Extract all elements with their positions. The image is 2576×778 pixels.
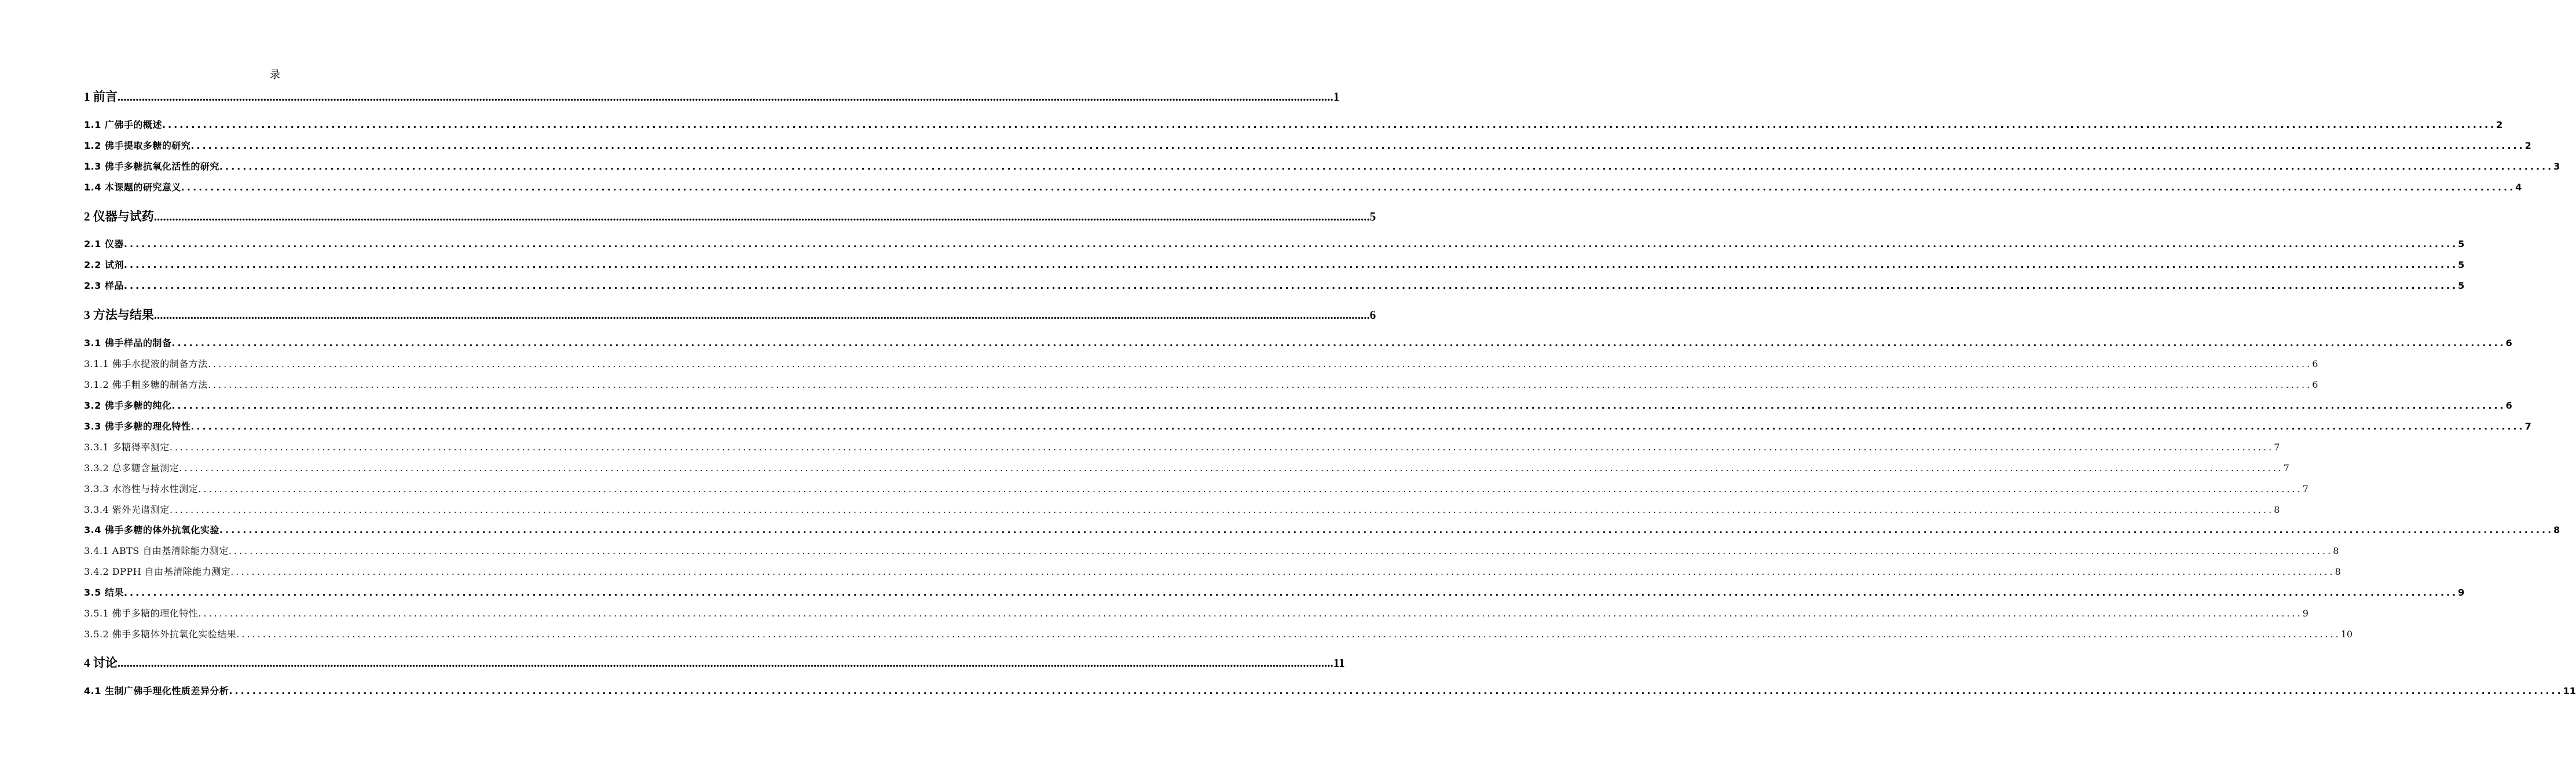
- toc-entry[interactable]: [84, 379, 2318, 391]
- toc-entry[interactable]: [84, 628, 2353, 641]
- toc-entry-page-number: 4: [2515, 182, 2522, 193]
- dot-leader: ................................................................................................................................................................................................................................................................................................................................................................................................................: [169, 504, 2274, 515]
- toc-entry[interactable]: [84, 566, 2341, 578]
- toc-entry-page-number: 7: [2274, 442, 2280, 453]
- toc-entry[interactable]: [84, 462, 2289, 475]
- toc-entry-title: 3.1.1 佛手水提液的制备方法: [84, 358, 208, 369]
- toc-entry-page-number: 6: [2505, 400, 2512, 411]
- dot-leader: ................................................................................................................................................................................................................................................................................................................................................................................................................: [198, 483, 2303, 494]
- toc-entry[interactable]: [84, 399, 2512, 412]
- toc-entry[interactable]: [84, 607, 2308, 620]
- toc-entry-page-number: 7: [2302, 483, 2308, 494]
- dot-leader: ................................................................................................................................................................................................................................................................................................................................................................................................................: [228, 545, 2333, 556]
- dot-leader: ................................................................................................................................................................................................................................................................................................................................................................................................................: [117, 90, 1333, 104]
- toc-entry-page-number: 8: [2274, 504, 2280, 515]
- toc-entry-page-number: 11: [1333, 656, 1345, 670]
- toc-entry-page-number: 2: [2524, 140, 2531, 151]
- toc-entry[interactable]: [84, 685, 2576, 698]
- dot-leader: ................................................................................................................................................................................................................................................................................................................................................................................................................: [123, 280, 2458, 291]
- toc-entry[interactable]: [84, 238, 2465, 251]
- toc-entry-title: 2.1 仪器: [84, 238, 124, 249]
- toc-entry[interactable]: [84, 280, 2465, 292]
- toc-entry-title: 3.3.3 水溶性与持水性测定: [84, 483, 199, 494]
- toc-entry[interactable]: [84, 586, 2465, 599]
- toc-entry[interactable]: [84, 545, 2339, 557]
- toc-entry-title: 3.4.1 ABTS 自由基清除能力测定: [84, 545, 229, 556]
- toc-entry[interactable]: [84, 140, 2531, 152]
- toc-entry-title: 1.2 佛手提取多糖的研究: [84, 140, 191, 151]
- toc-entry-page-number: 5: [2458, 259, 2465, 270]
- toc-entry[interactable]: [84, 160, 2560, 173]
- toc-entry-title: 3.4.2 DPPH 自由基清除能力测定: [84, 566, 231, 577]
- toc-entry[interactable]: [84, 655, 1345, 670]
- toc-entry[interactable]: [84, 89, 1340, 104]
- dot-leader: ................................................................................................................................................................................................................................................................................................................................................................................................................: [198, 608, 2303, 619]
- page-title: 录: [270, 69, 280, 81]
- dot-leader: ................................................................................................................................................................................................................................................................................................................................................................................................................: [123, 587, 2458, 598]
- toc-entry-page-number: 11: [2563, 685, 2576, 696]
- toc-entry-page-number: 9: [2302, 608, 2308, 619]
- toc-entry-title: 2.3 样品: [84, 280, 124, 291]
- toc-entry-page-number: 9: [2458, 587, 2465, 598]
- toc-entry-title: 1.3 佛手多糖抗氧化活性的研究: [84, 161, 219, 172]
- toc-entry[interactable]: [84, 504, 2280, 516]
- dot-leader: ................................................................................................................................................................................................................................................................................................................................................................................................................: [219, 524, 2554, 535]
- toc-entry-title: 1.1 广佛手的概述: [84, 119, 162, 130]
- toc-entry[interactable]: [84, 119, 2503, 131]
- dot-leader: ................................................................................................................................................................................................................................................................................................................................................................................................................: [219, 161, 2554, 172]
- toc-entry[interactable]: [84, 307, 1376, 322]
- toc-entry-title: 3.5.1 佛手多糖的理化特性: [84, 608, 199, 619]
- dot-leader: ................................................................................................................................................................................................................................................................................................................................................................................................................: [162, 119, 2497, 130]
- toc-entry[interactable]: [84, 181, 2522, 194]
- toc-entry-page-number: 6: [1369, 308, 1376, 322]
- toc-entry-page-number: 10: [2340, 629, 2353, 640]
- toc-entry-page-number: 8: [2335, 566, 2341, 577]
- toc-entry-title: 2 仪器与试药: [84, 210, 154, 223]
- toc-entry-page-number: 6: [2312, 358, 2318, 369]
- toc-entry-page-number: 7: [2524, 421, 2531, 432]
- toc-entry-title: 2.2 试剂: [84, 259, 124, 270]
- dot-leader: ................................................................................................................................................................................................................................................................................................................................................................................................................: [229, 685, 2563, 696]
- toc-entry-title: 1.4 本课题的研究意义: [84, 182, 181, 193]
- toc-entry-page-number: 5: [2458, 238, 2465, 249]
- toc-entry-title: 3.3.4 紫外光谱测定: [84, 504, 170, 515]
- dot-leader: ................................................................................................................................................................................................................................................................................................................................................................................................................: [207, 358, 2313, 369]
- toc-entry-page-number: 3: [2553, 161, 2560, 172]
- toc-entry-title: 3.1.2 佛手粗多糖的制备方法: [84, 379, 208, 390]
- toc-entry-title: 3 方法与结果: [84, 308, 154, 322]
- toc-entry-page-number: 5: [1369, 210, 1376, 223]
- toc-entry-title: 3.5 结果: [84, 587, 124, 598]
- dot-leader: ................................................................................................................................................................................................................................................................................................................................................................................................................: [230, 566, 2335, 577]
- toc-entry[interactable]: [84, 483, 2308, 496]
- dot-leader: ................................................................................................................................................................................................................................................................................................................................................................................................................: [190, 421, 2525, 432]
- dot-leader: ................................................................................................................................................................................................................................................................................................................................................................................................................: [181, 182, 2516, 193]
- toc-entry-page-number: 8: [2333, 545, 2339, 556]
- toc-entry-page-number: 7: [2283, 463, 2289, 474]
- toc-entry-page-number: 1: [1333, 90, 1340, 104]
- toc-entry-title: 1 前言: [84, 90, 118, 104]
- toc-entry[interactable]: [84, 420, 2531, 433]
- toc-entry-title: 4 讨论: [84, 656, 118, 670]
- toc-entry-title: 3.3.1 多糖得率测定: [84, 442, 170, 453]
- dot-leader: ................................................................................................................................................................................................................................................................................................................................................................................................................: [207, 379, 2313, 390]
- dot-leader: ................................................................................................................................................................................................................................................................................................................................................................................................................: [153, 210, 1370, 223]
- dot-leader: ................................................................................................................................................................................................................................................................................................................................................................................................................: [236, 629, 2341, 640]
- toc-entry-title: 3.2 佛手多糖的纯化: [84, 400, 172, 411]
- dot-leader: ................................................................................................................................................................................................................................................................................................................................................................................................................: [123, 259, 2458, 270]
- dot-leader: ................................................................................................................................................................................................................................................................................................................................................................................................................: [117, 656, 1333, 670]
- toc-entry[interactable]: [84, 524, 2560, 537]
- toc-entry-page-number: 6: [2505, 337, 2512, 348]
- toc-entry-page-number: 8: [2553, 524, 2560, 535]
- dot-leader: ................................................................................................................................................................................................................................................................................................................................................................................................................: [171, 400, 2506, 411]
- dot-leader: ................................................................................................................................................................................................................................................................................................................................................................................................................: [169, 442, 2274, 453]
- toc-entry-page-number: 2: [2496, 119, 2503, 130]
- toc-entry[interactable]: [84, 441, 2280, 454]
- dot-leader: ................................................................................................................................................................................................................................................................................................................................................................................................................: [171, 337, 2506, 348]
- toc-entry-title: 4.1 生制广佛手理化性质差异分析: [84, 685, 229, 696]
- dot-leader: ................................................................................................................................................................................................................................................................................................................................................................................................................: [190, 140, 2525, 151]
- toc-entry[interactable]: [84, 209, 1376, 224]
- toc-entry[interactable]: [84, 259, 2465, 271]
- toc-entry-title: 3.1 佛手样品的制备: [84, 337, 172, 348]
- dot-leader: ................................................................................................................................................................................................................................................................................................................................................................................................................: [123, 238, 2458, 249]
- toc-entry[interactable]: [84, 337, 2512, 350]
- toc-entry-title: 3.3 佛手多糖的理化特性: [84, 421, 191, 432]
- toc-entry-title: 3.3.2 总多糖含量测定: [84, 463, 179, 474]
- toc-entry-title: 3.5.2 佛手多糖体外抗氧化实验结果: [84, 629, 237, 640]
- dot-leader: ................................................................................................................................................................................................................................................................................................................................................................................................................: [153, 308, 1370, 322]
- toc-entry[interactable]: [84, 358, 2318, 370]
- toc-entry-page-number: 5: [2458, 280, 2465, 291]
- toc-entry-title: 3.4 佛手多糖的体外抗氧化实验: [84, 524, 219, 535]
- toc-entry-page-number: 6: [2312, 379, 2318, 390]
- dot-leader: ................................................................................................................................................................................................................................................................................................................................................................................................................: [179, 463, 2284, 474]
